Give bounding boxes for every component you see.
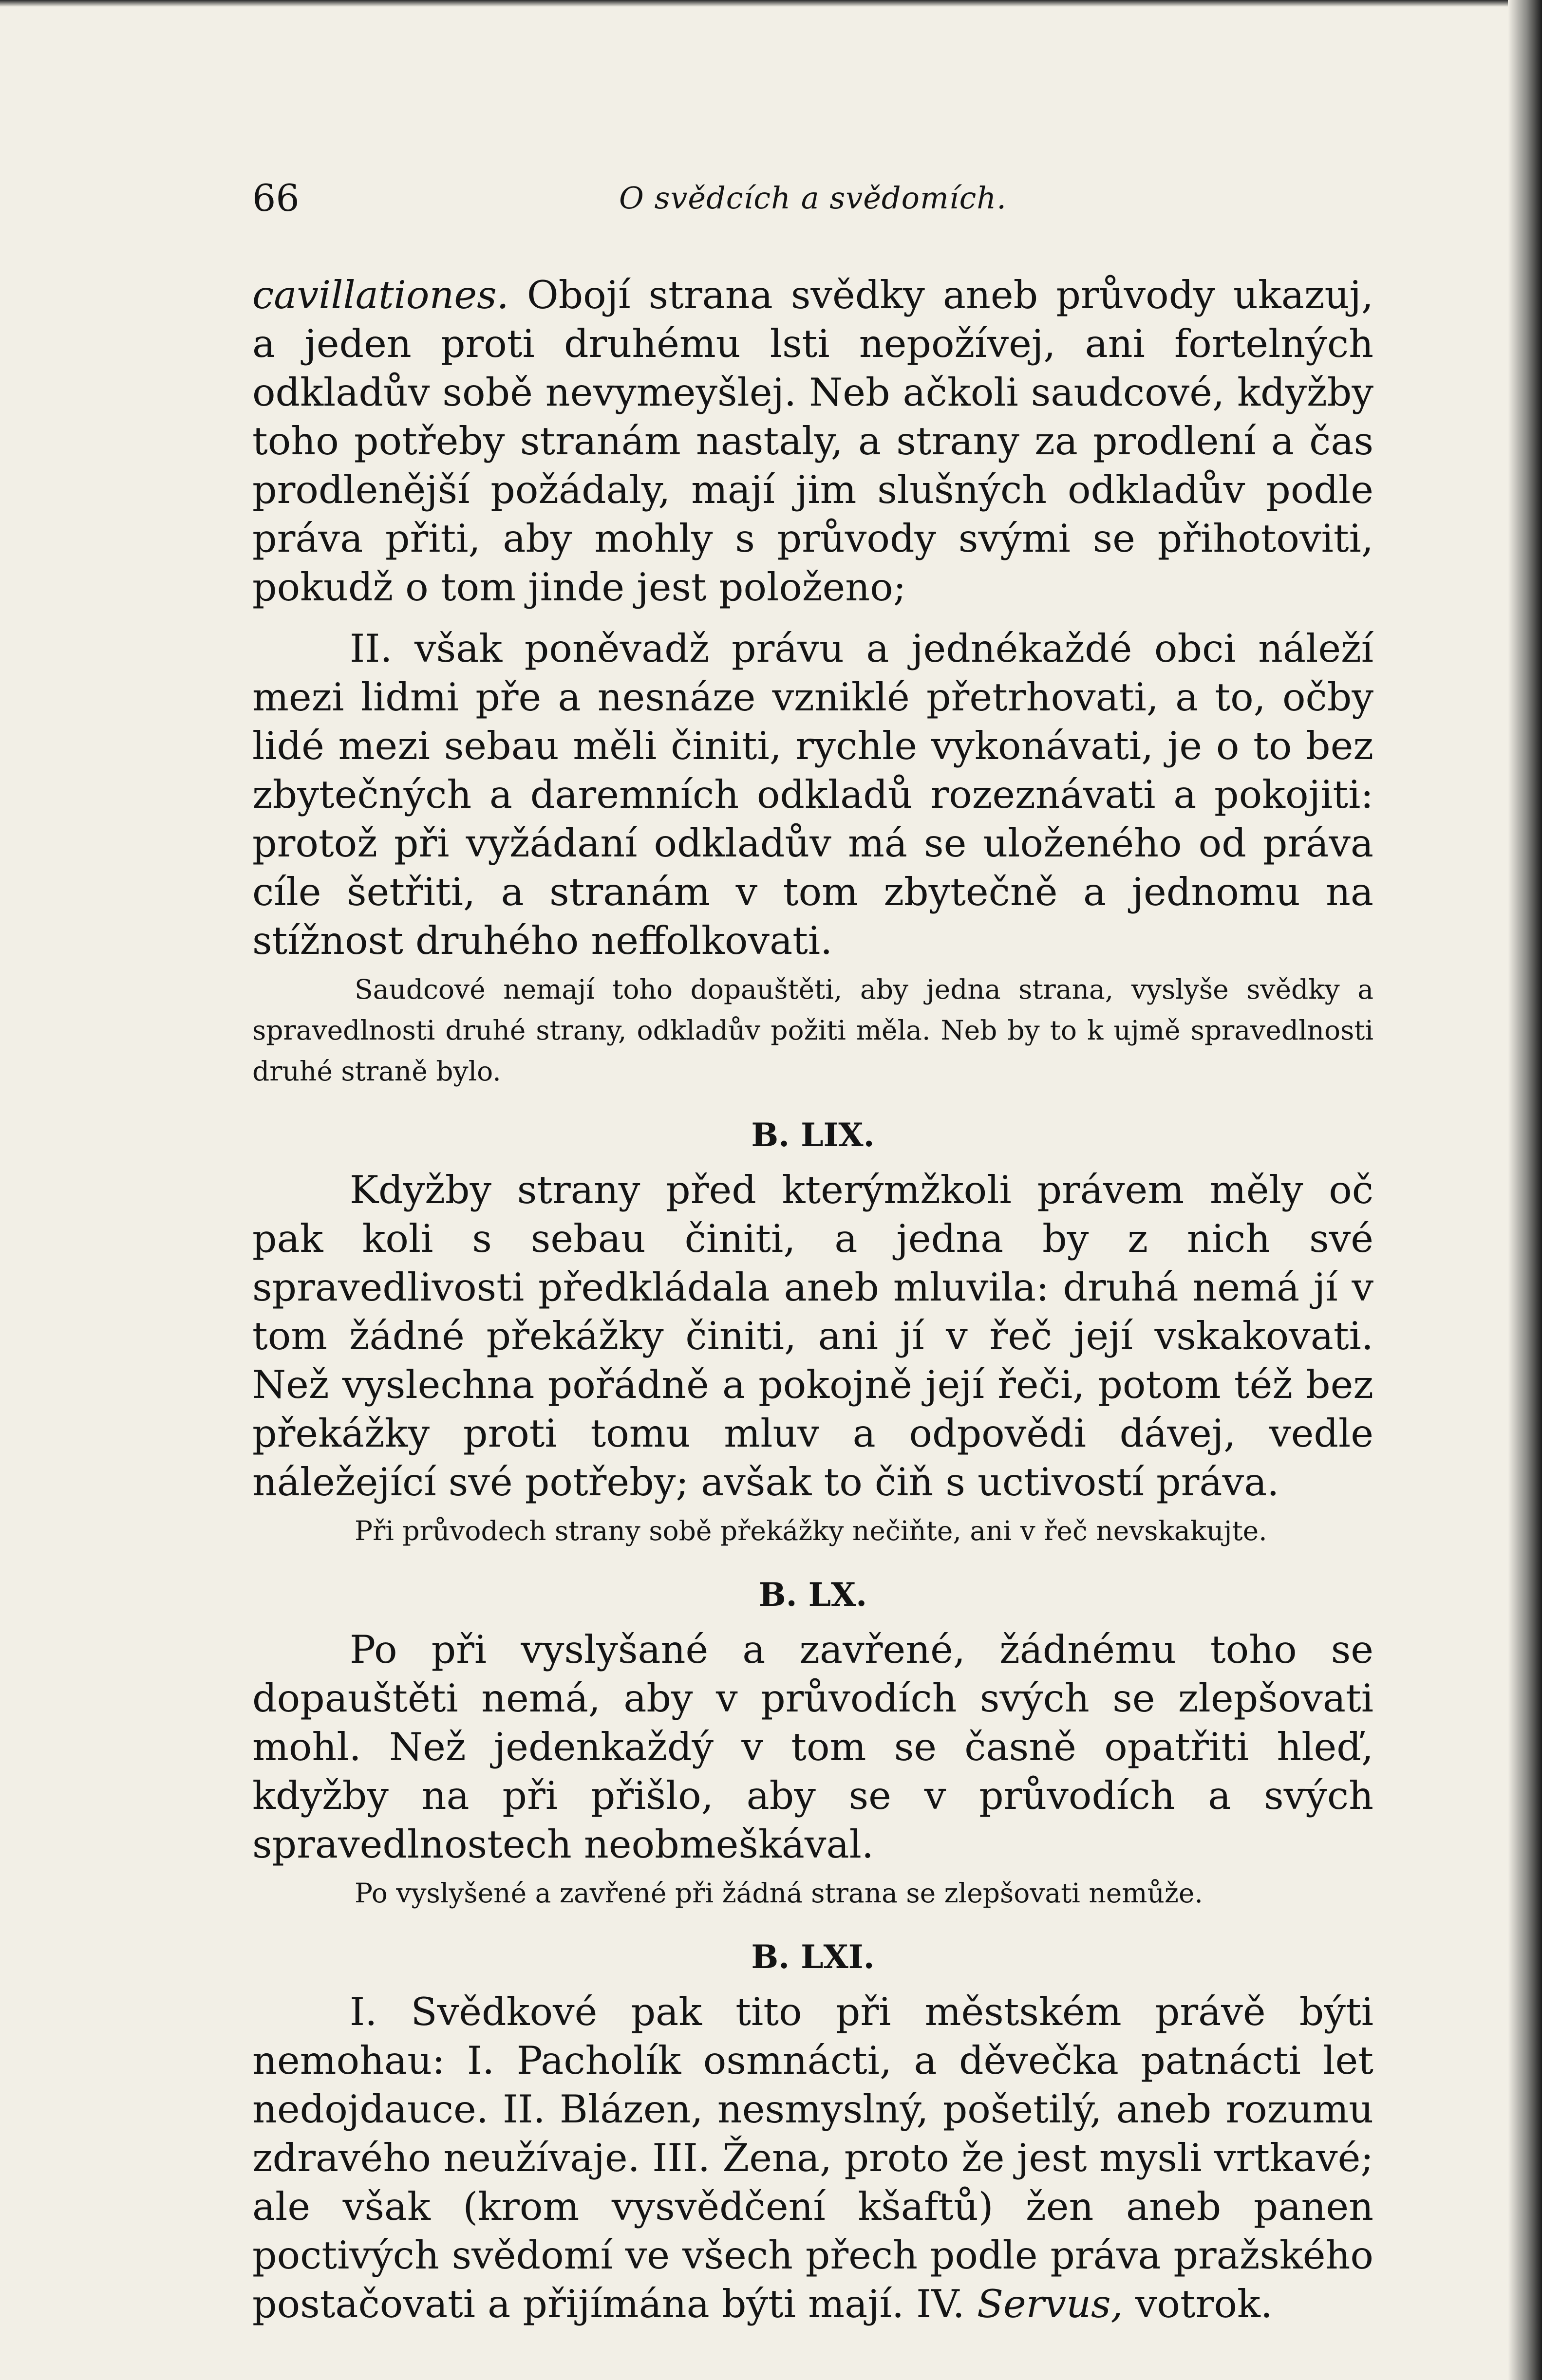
- marginal-summary-note: Saudcové nemají toho dopauštěti, aby jedna strana, vyslyše svědky a spravedlnosti druhé strany, odkladův požiti měla. Neb by to k ujmě spravedlnosti druhé straně bylo.: [252, 974, 1373, 1087]
- page-body: [252, 271, 1373, 2328]
- article-lx-note: Po vyslyšené a zavřené při žádná strana se zlepšovati nemůže.: [355, 1878, 1203, 1909]
- article-heading-lx: B. LX.: [758, 1576, 867, 1614]
- article-lix-text: Kdyžby strany před kterýmžkoli právem měly oč pak koli s sebau činiti, a jedna by z nich své spravedlivosti předkládala aneb mluvila: druhá nemá jí v tom žádné překážky činiti, ani jí v řeč její vskakovati. Než vyslechna pořádně a pokojně její řeči, potom též bez překážky proti tomu mluv a odpovědi dávej, vedle náležející své potřeby; avšak to čiň s uctivostí práva.: [252, 1168, 1373, 1505]
- page-number: 66: [252, 176, 300, 220]
- paragraph-ii: II. však poněvadž právu a jednékaždé obci náleží mezi lidmi pře a nesnáze vzniklé přetrhovati, a to, očby lidé mezi sebau měli činiti, rychle vykonávati, je o to bez zbytečných a daremních odkladů rozeznávati a pokojiti: protož při vyžádaní odkladův má se uloženého od práva cíle šetřiti, a stranám v tom zbytečně a jednomu na stížnost druhého neffolkovati.: [252, 626, 1373, 963]
- running-head: [252, 176, 1373, 220]
- paragraph-continued: [252, 271, 1373, 612]
- latin-term-servus: Servus,: [977, 2282, 1123, 2326]
- scan-gutter-shadow: [1508, 0, 1542, 2380]
- article-lxi-tail: votrok.: [1135, 2282, 1273, 2326]
- paragraph-text: Obojí strana svědky aneb průvody ukazuj, a jeden proti druhému lsti nepožívej, ani fortelných odkladův sobě nevymeyšlej. Neb ačkoli saudcové, kdyžby toho potřeby stranám nastaly, a strany za prodlení a čas prodlenější požádaly, mají jim slušných odkladův podle práva přiti, aby mohly s průvody svými se přihotoviti, pokudž o tom jinde jest položeno;: [252, 273, 1373, 610]
- article-lxi-text: [252, 1988, 1373, 2328]
- article-lxi-main: I. Svědkové pak tito při městském právě býti nemohau: I. Pacholík osmnácti, a děvečka patnácti let nedojdauce. II. Blázen, nesmyslný, pošetilý, aneb rozumu zdravého neužívaje. III. Žena, proto že jest mysli vrtkavé; ale však (krom vysvědčení kšaftů) žen aneb panen poctivých svědomí ve všech přech podle práva pražského postačovati a přijímána býti mají. IV.: [252, 1990, 1373, 2326]
- article-heading-lxi: B. LXI.: [751, 1938, 875, 1976]
- article-lx-text: Po při vyslyšané a zavřené, žádnému toho se dopauštěti nemá, aby v průvodích svých se zlepšovati mohl. Než jedenkaždý v tom se časně opatřiti hleď, kdyžby na při přišlo, aby se v průvodích a svých spravedlnostech neobmeškával.: [252, 1627, 1373, 1867]
- book-page: [252, 0, 1373, 2380]
- latin-term: cavillationes.: [252, 273, 509, 317]
- running-title: O svědcích a svědomích.: [619, 180, 1007, 216]
- article-lix-note: Při průvodech strany sobě překážky nečiňte, ani v řeč nevskakujte.: [355, 1515, 1267, 1546]
- article-heading-lix: B. LIX.: [751, 1116, 875, 1154]
